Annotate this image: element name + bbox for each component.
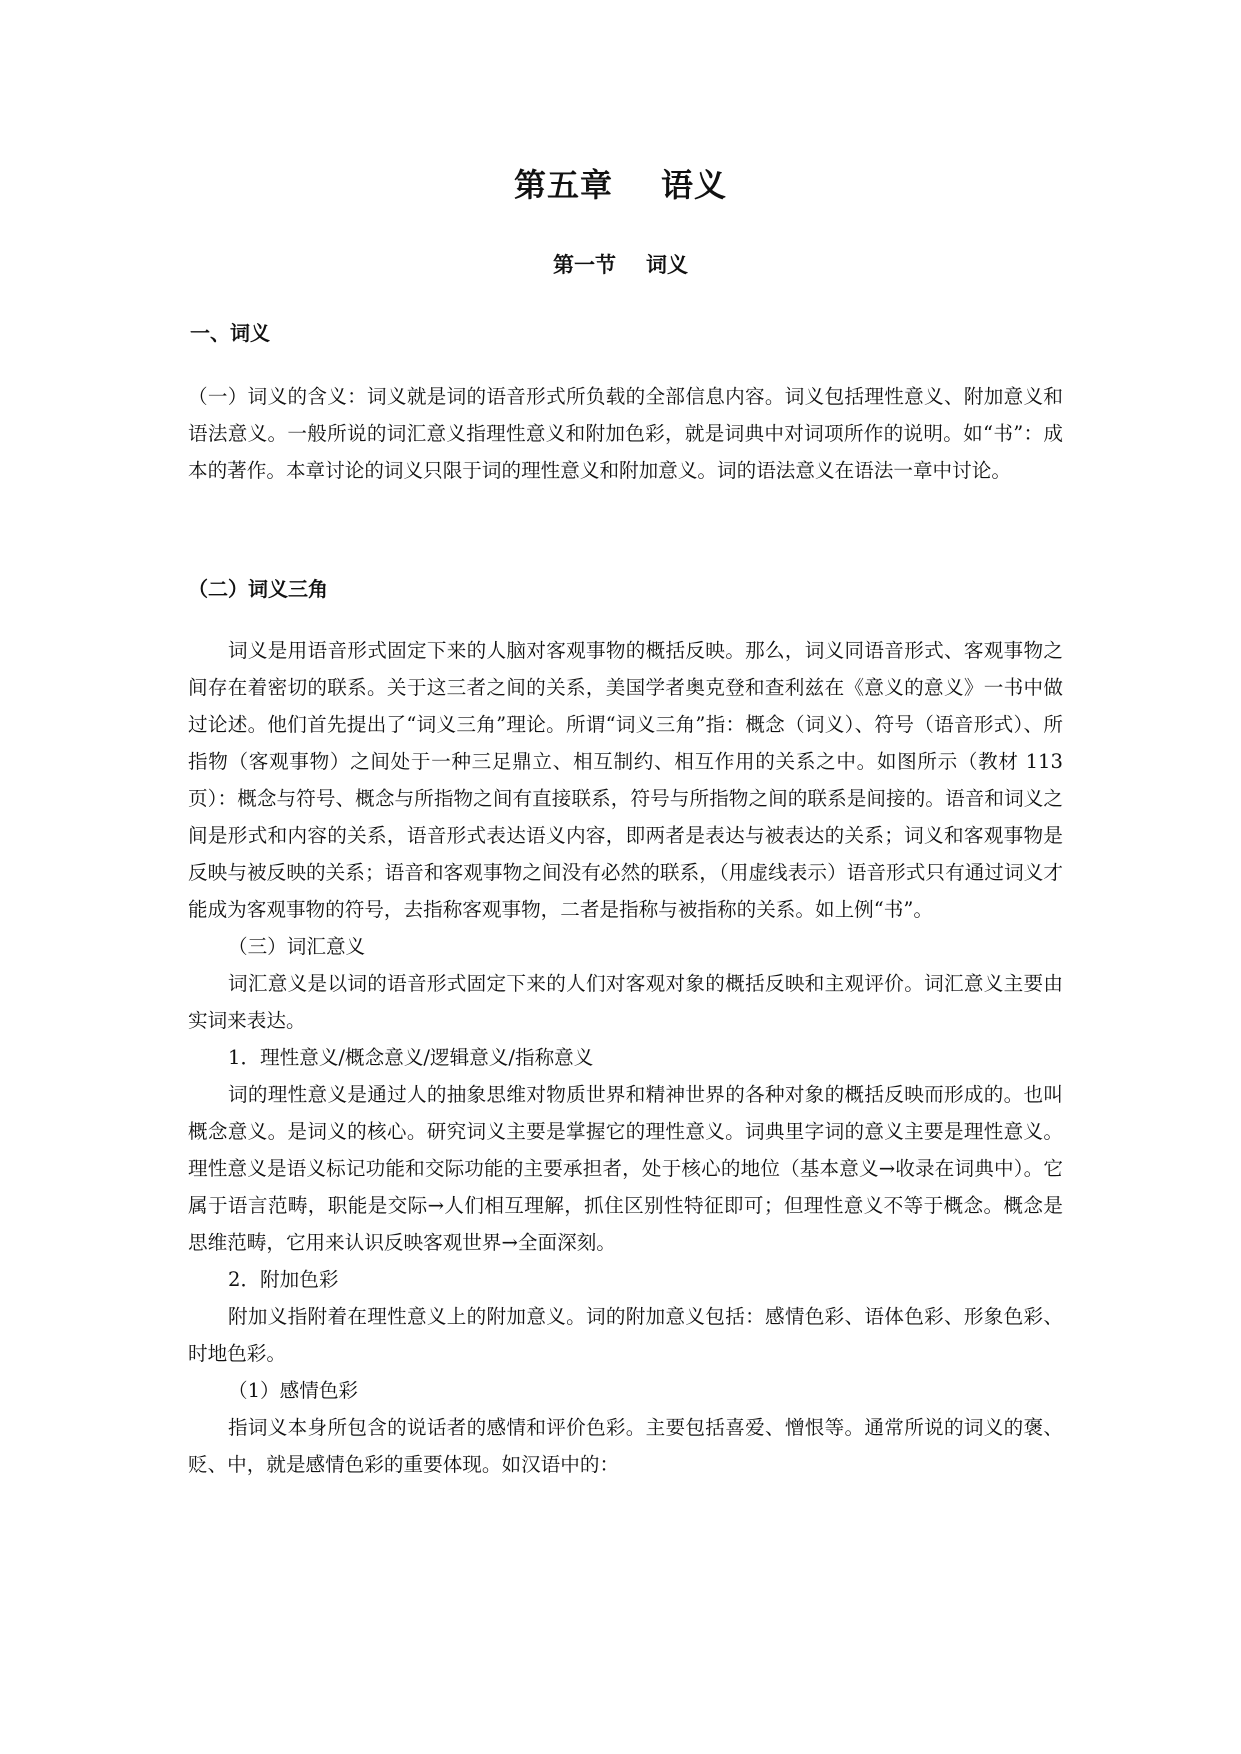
paragraph-emotional-color: 指词义本身所包含的说话者的感情和评价色彩。主要包括喜爱、憎恨等。通常所说的词义的褒、贬、中，就是感情色彩的重要体现。如汉语中的： xyxy=(188,1416,1063,1476)
subheading-lexical-meaning: （三）词汇意义 xyxy=(228,935,366,958)
paragraph-text: （一）词义的含义：词义就是词的语音形式所负载的全部信息内容。词义包括理性意义、附加意义和语法意义。一般所说的词汇意义指理性意义和附加色彩，就是词典中对词项所作的说明。如“书”：成本的著作。本章讨论的词义只限于词的理性意义和附加意义。词的语法意义在语法一章中讨论。 xyxy=(188,385,1063,482)
paragraph-lexical-meaning: 词汇意义是以词的语音形式固定下来的人们对客观对象的概括反映和主观评价。词汇意义主要由实词来表达。 xyxy=(188,972,1063,1032)
paragraph-meaning-triangle: 词义是用语音形式固定下来的人脑对客观事物的概括反映。那么，词义同语音形式、客观事物之间存在着密切的联系。关于这三者之间的关系，美国学者奥克登和查利兹在《意义的意义》一书中做过论述。他们首先提出了“词义三角”理论。所谓“词义三角”指：概念（词义）、符号（语音形式）、所指物（客观事物）之间处于一种三足鼎立、相互制约、相互作用的关系之中。如图所示（教材 113 页）：概念与符号、概念与所指物之间有直接联系，符号与所指物之间的联系是间接的。语音和词义之间是形式和内容的关系，语音形式表达语义内容，即两者是表达与被表达的关系；词义和客观事物是反映与被反映的关系；语音和客观事物之间没有必然的联系，（用虚线表示）语音形式只有通过词义才能成为客观事物的符号，去指称客观事物，二者是指称与被指称的关系。如上例“书”。 xyxy=(188,639,1063,921)
item-emotional-color-title: （1）感情色彩 xyxy=(228,1379,359,1402)
chapter-label: 第五章 xyxy=(513,166,613,204)
main-body xyxy=(188,632,1063,1483)
heading-meaning-triangle: （二）词义三角 xyxy=(188,577,328,601)
paragraph-additional-color: 附加义指附着在理性意义上的附加意义。词的附加意义包括：感情色彩、语体色彩、形象色彩、时地色彩。 xyxy=(188,1305,1063,1365)
paragraph-rational-meaning: 词的理性意义是通过人的抽象思维对物质世界和精神世界的各种对象的概括反映而形成的。也叫概念意义。是词义的核心。研究词义主要是掌握它的理性意义。词典里字词的意义主要是理性意义。理性意义是语义标记功能和交际功能的主要承担者，处于核心的地位（基本意义→收录在词典中）。它属于语言范畴，职能是交际→人们相互理解，抓住区别性特征即可；但理性意义不等于概念。概念是思维范畴，它用来认识反映客观世界→全面深刻。 xyxy=(188,1083,1063,1254)
item-rational-meaning-title: 1．理性意义/概念意义/逻辑意义/指称意义 xyxy=(228,1046,594,1069)
chapter-name: 语义 xyxy=(661,166,728,204)
section-name: 词义 xyxy=(646,253,688,277)
heading-word-meaning: 一、词义 xyxy=(190,321,270,345)
paragraph-meaning-definition xyxy=(188,378,1063,489)
section-label: 第一节 xyxy=(553,253,616,277)
item-additional-color-title: 2．附加色彩 xyxy=(228,1268,339,1291)
chapter-title xyxy=(0,160,1241,206)
section-title xyxy=(0,249,1241,279)
